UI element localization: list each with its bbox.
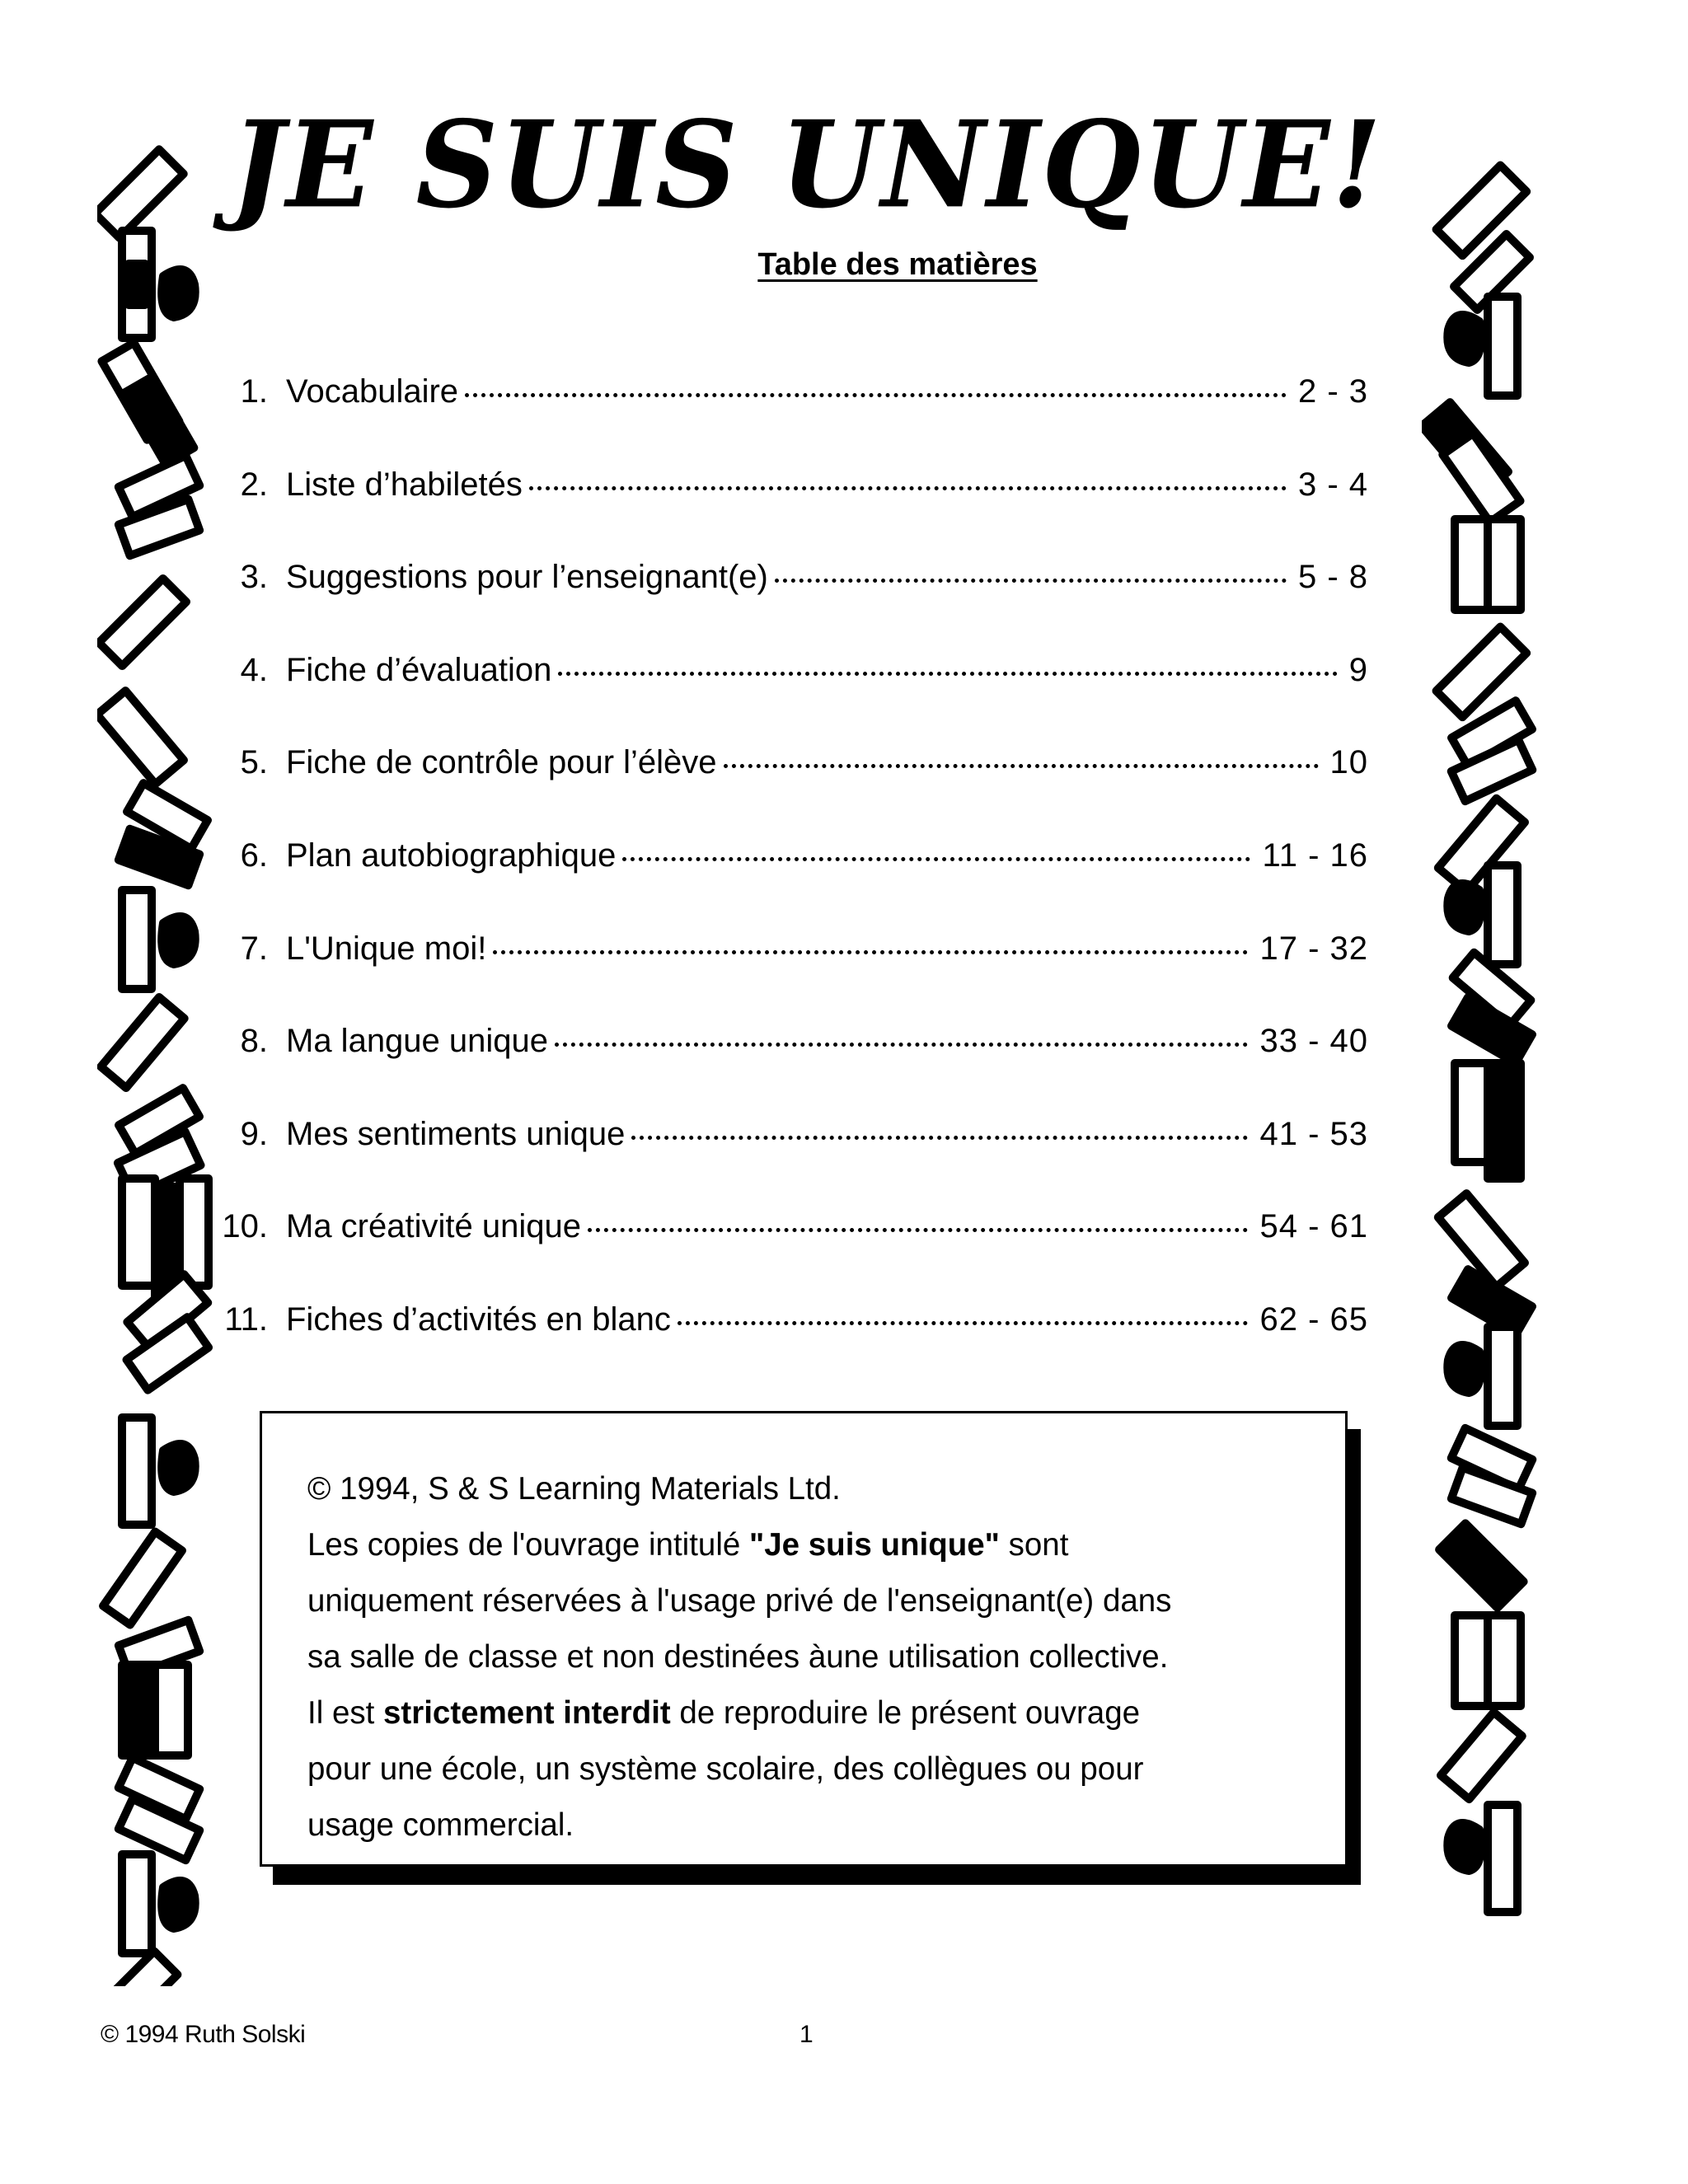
toc-entry-pages: 41 - 53 — [1259, 1115, 1368, 1152]
dot-leader — [622, 857, 1250, 861]
toc-entry-label: Fiche de contrôle pour l’élève — [286, 744, 717, 781]
books-border-right-icon — [1422, 140, 1545, 1929]
toc-entry[interactable] — [210, 924, 1368, 1017]
page-number: 1 — [799, 2021, 814, 2048]
notice-text: Il est — [307, 1695, 384, 1731]
notice-copyright-line: © 1994, S & S Learning Materials Ltd. — [307, 1471, 841, 1507]
toc-entry-pages: 9 — [1348, 651, 1368, 688]
notice-line: uniquement réservées à l'usage privé de l'enseignant(e) dans — [307, 1583, 1172, 1619]
toc-entry-number: 2. — [240, 466, 268, 503]
books-border-left-icon — [97, 115, 221, 1986]
notice-emphasis: strictement interdit — [383, 1695, 671, 1731]
toc-entry-label: Plan autobiographique — [286, 837, 617, 874]
toc-entry-pages: 62 - 65 — [1259, 1301, 1368, 1338]
toc-entry-number: 1. — [240, 373, 268, 410]
toc-entry-label: Fiche d’évaluation — [286, 651, 552, 688]
copyright-notice-box — [260, 1411, 1348, 1867]
toc-entry-pages: 2 - 3 — [1297, 373, 1368, 410]
toc-entry-label: Mes sentiments unique — [286, 1115, 626, 1152]
toc-entry-pages: 3 - 4 — [1297, 466, 1368, 503]
toc-entry[interactable] — [210, 1295, 1368, 1388]
toc-entry-number: 10. — [222, 1208, 268, 1245]
toc-entry-label: Vocabulaire — [286, 373, 459, 410]
toc-entry[interactable] — [210, 367, 1368, 460]
footer-copyright: © 1994 Ruth Solski — [101, 2021, 306, 2048]
toc-entry-label: Liste d’habiletés — [286, 466, 523, 503]
toc-entry-label: Fiches d’activités en blanc — [286, 1301, 671, 1338]
toc-entry-number: 4. — [240, 651, 268, 688]
toc-entry[interactable] — [210, 1109, 1368, 1202]
notice-text: de reproduire le présent ouvrage — [670, 1695, 1141, 1731]
toc-entry-number: 5. — [240, 744, 268, 781]
dot-leader — [555, 1043, 1248, 1047]
dot-leader — [775, 579, 1287, 583]
toc-entry-number: 8. — [240, 1023, 268, 1060]
dot-leader — [493, 950, 1248, 954]
toc-heading: Table des matières — [757, 247, 1038, 282]
toc-entry-pages: 33 - 40 — [1259, 1023, 1368, 1060]
dot-leader — [724, 764, 1319, 768]
notice-text: sont — [999, 1527, 1069, 1563]
toc-entry[interactable] — [210, 831, 1368, 924]
toc-entry-label: L'Unique moi! — [286, 930, 487, 967]
toc-entry-pages: 54 - 61 — [1259, 1208, 1368, 1245]
notice-line: sa salle de classe et non destinées àune utilisation collective. — [307, 1639, 1169, 1675]
notice-book-title: "Je suis unique" — [749, 1527, 1000, 1563]
dot-leader — [529, 486, 1287, 490]
toc-entry-pages: 11 - 16 — [1262, 837, 1368, 874]
toc-entry-label: Ma langue unique — [286, 1023, 549, 1060]
notice-line — [307, 1685, 1300, 1741]
toc-entry-number: 3. — [240, 559, 268, 596]
dot-leader — [631, 1136, 1248, 1140]
dot-leader — [678, 1321, 1249, 1325]
notice-line: usage commercial. — [307, 1807, 574, 1843]
notice-line — [307, 1517, 1300, 1573]
toc-entry-number: 11. — [224, 1301, 268, 1338]
toc-entry[interactable] — [210, 552, 1368, 645]
notice-line: pour une école, un système scolaire, des collègues ou pour — [307, 1751, 1144, 1787]
toc-entry-pages: 17 - 32 — [1259, 930, 1368, 967]
toc-entry-number: 7. — [240, 930, 268, 967]
dot-leader — [558, 672, 1337, 676]
toc-entry-pages: 10 — [1329, 744, 1368, 781]
dot-leader — [588, 1228, 1249, 1232]
document-title: JE SUIS UNIQUE! — [231, 93, 1384, 236]
toc-entry-label: Suggestions pour l’enseignant(e) — [286, 559, 768, 596]
toc-entry[interactable] — [210, 645, 1368, 738]
toc-entry[interactable] — [210, 738, 1368, 831]
toc-entry[interactable] — [210, 1016, 1368, 1109]
toc-entry-pages: 5 - 8 — [1297, 559, 1368, 596]
toc-entry[interactable] — [210, 1202, 1368, 1295]
dot-leader — [465, 393, 1287, 397]
toc-entry-label: Ma créativité unique — [286, 1208, 581, 1245]
notice-text: Les copies de l'ouvrage intitulé — [307, 1527, 749, 1563]
table-of-contents — [210, 367, 1368, 1388]
toc-entry[interactable] — [210, 460, 1368, 553]
toc-entry-number: 9. — [240, 1115, 268, 1152]
toc-entry-number: 6. — [240, 837, 268, 874]
